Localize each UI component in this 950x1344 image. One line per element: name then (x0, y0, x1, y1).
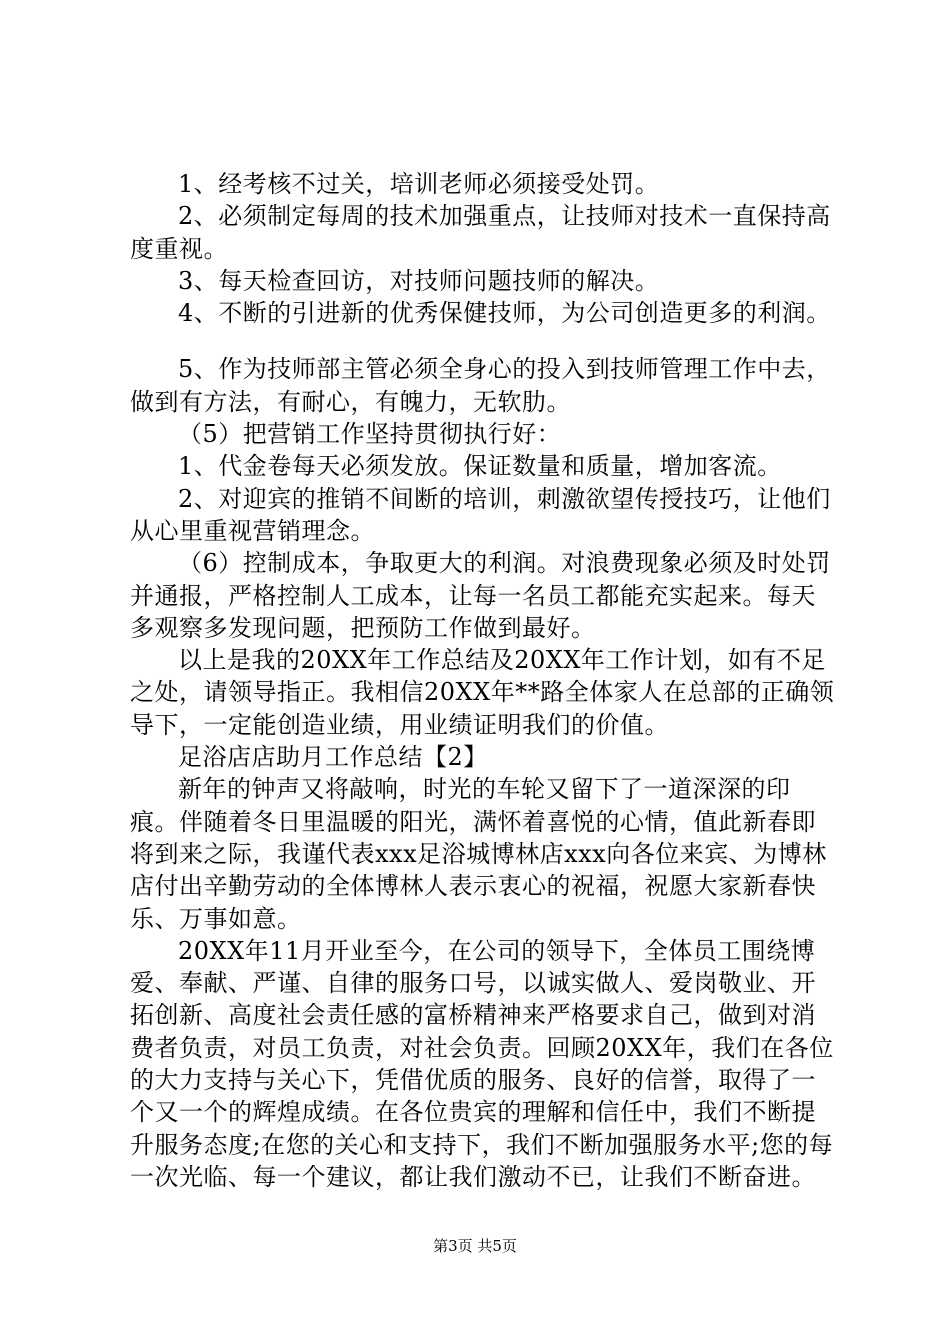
document-body (130, 168, 835, 1193)
paragraph-review: 20XX年11月开业至今，在公司的领导下，全体员工围绕博爱、奉献、严谨、自律的服务口号，以诚实做人、爱岗敬业、开拓创新、高度社会责任感的富桥精神来严格要求自己，做到对消费者负责，对员工负责，对社会负责。回顾20XX年，我们在各位的大力支持与关心下，凭借优质的服务、良好的信誉，取得了一个又一个的辉煌成绩。在各位贵宾的理解和信任中，我们不断提升服务态度;在您的关心和支持下，我们不断加强服务水平;您的每一次光临、每一个建议，都让我们激动不已，让我们不断奋进。 (130, 936, 834, 1191)
paragraph-recruit-technicians: 4、不断的引进新的优秀保健技师，为公司创造更多的利润。 (178, 299, 831, 328)
paragraph-reception-training: 2、对迎宾的推销不间断的培训，刺激欲望传授技巧，让他们从心里重视营销理念。 (130, 484, 831, 545)
paragraph-marketing-heading: （5）把营销工作坚持贯彻执行好： (178, 420, 562, 449)
page-footer (0, 1236, 950, 1256)
paragraph-supervisor-duty: 5、作为技师部主管必须全身心的投入到技师管理工作中去，做到有方法，有耐心，有魄力，无软肋。 (130, 355, 831, 416)
paragraph-conclusion: 以上是我的20XX年工作总结及20XX年工作计划，如有不足之处，请领导指正。我相信20XX年**路全体家人在总部的正确领导下，一定能创造业绩，用业绩证明我们的价值。 (130, 646, 835, 739)
section-title: 足浴店店助月工作总结【2】 (178, 743, 488, 772)
paragraph-vouchers: 1、代金卷每天必须发放。保证数量和质量，增加客流。 (178, 452, 782, 481)
paragraph-cost-control: （6）控制成本，争取更大的利润。对浪费现象必须及时处罚并通报，严格控制人工成本，让每一名员工都能充实起来。每天多观察多发现问题，把预防工作做到最好。 (130, 549, 831, 642)
paragraph-weekly-focus: 2、必须制定每周的技术加强重点，让技师对技术一直保持高度重视。 (130, 202, 831, 263)
page-number: 第3页 共5页 (433, 1237, 517, 1255)
paragraph-daily-visit: 3、每天检查回访，对技师问题技师的解决。 (178, 266, 660, 295)
paragraph-new-year-greeting: 新年的钟声又将敲响，时光的车轮又留下了一道深深的印痕。伴随着冬日里温暖的阳光，满怀着喜悦的心情，值此新春即将到来之际，我谨代表xxx足浴城博林店xxx向各位来宾、为博林店付出辛勤劳动的全体博林人表示衷心的祝福，祝愿大家新春快乐、万事如意。 (130, 775, 827, 933)
paragraph-assessment-penalty: 1、经考核不过关，培训老师必须接受处罚。 (178, 170, 660, 198)
